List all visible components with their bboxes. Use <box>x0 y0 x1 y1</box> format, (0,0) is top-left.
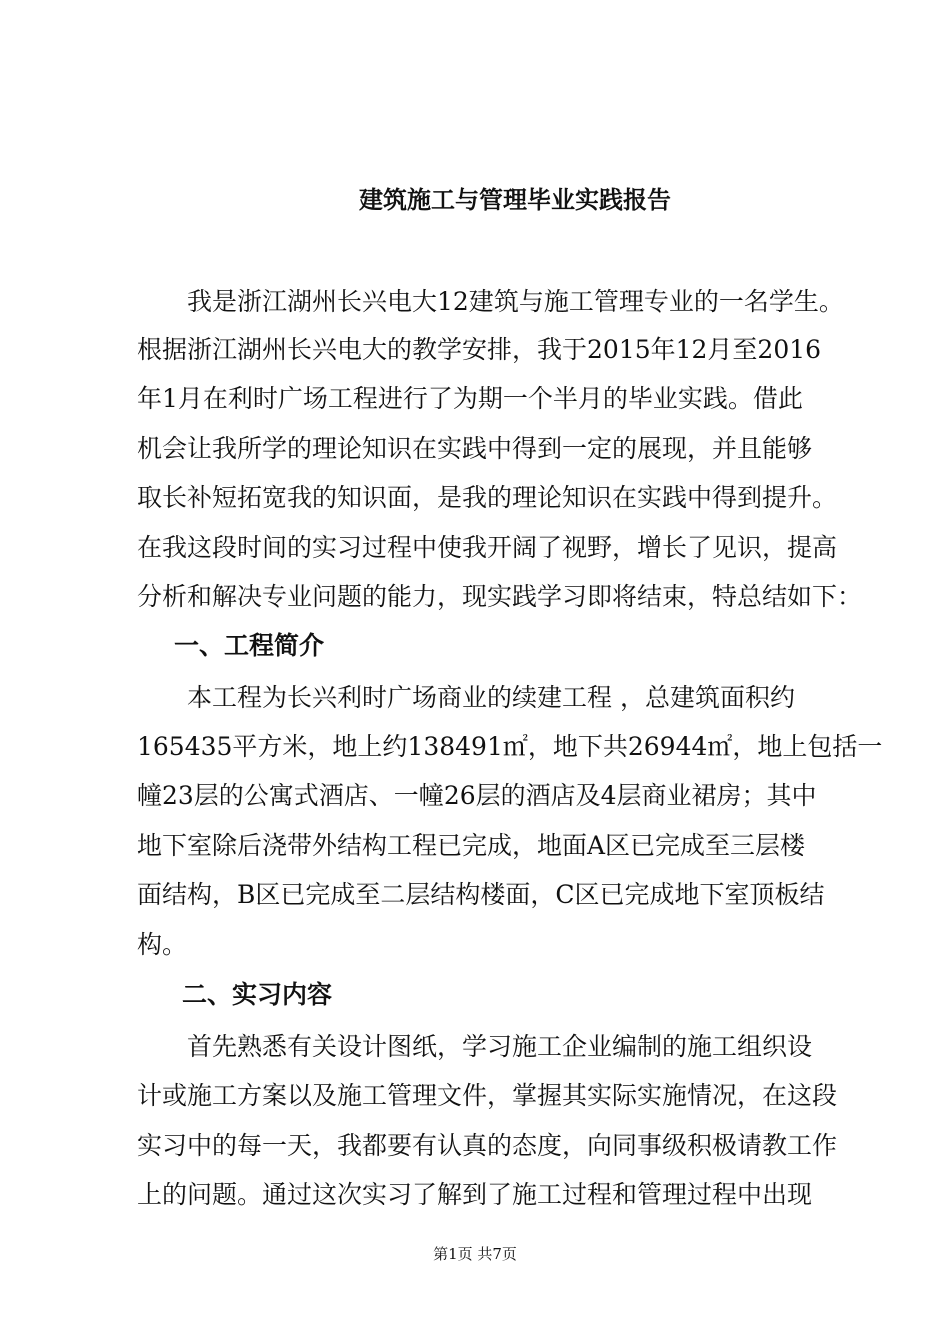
paragraph-line: 165435平方米，地上约138491㎡，地下共26944㎡，地上包括一 <box>137 732 883 761</box>
paragraph-line: 幢23层的公寓式酒店、一幢26层的酒店及4层商业裙房；其中 <box>137 781 817 810</box>
paragraph-line: 计或施工方案以及施工管理文件，掌握其实际实施情况，在这段 <box>137 1081 838 1110</box>
paragraph-line: 分析和解决专业问题的能力，现实践学习即将结束，特总结如下： <box>137 582 863 611</box>
paragraph-line: 机会让我所学的理论知识在实践中得到一定的展现，并且能够 <box>137 434 813 463</box>
paragraph-line: 根据浙江湖州长兴电大的教学安排，我于2015年12月至2016 <box>137 335 822 364</box>
paragraph-line: 面结构，B区已完成至二层结构楼面，C区已完成地下室顶板结 <box>137 880 825 909</box>
document-title: 建筑施工与管理毕业实践报告 <box>359 185 671 214</box>
paragraph-line: 上的问题。通过这次实习了解到了施工过程和管理过程中出现 <box>137 1180 813 1209</box>
paragraph-line: 构。 <box>137 930 188 959</box>
section-heading-project-overview: 一、工程简介 <box>174 631 325 660</box>
section-heading-internship-content: 二、实习内容 <box>182 980 333 1009</box>
paragraph-line: 本工程为长兴利时广场商业的续建工程 ，总建筑面积约 <box>187 683 795 712</box>
paragraph-line: 取长补短拓宽我的知识面，是我的理论知识在实践中得到提升。 <box>137 483 838 512</box>
paragraph-line: 首先熟悉有关设计图纸，学习施工企业编制的施工组织设 <box>187 1032 813 1061</box>
paragraph-line: 在我这段时间的实习过程中使我开阔了视野，增长了见识，提高 <box>137 533 838 562</box>
paragraph-line: 实习中的每一天，我都要有认真的态度，向同事级积极请教工作 <box>137 1131 838 1160</box>
paragraph-line: 年1月在利时广场工程进行了为期一个半月的毕业实践。借此 <box>137 384 803 413</box>
paragraph-line: 我是浙江湖州长兴电大12建筑与施工管理专业的一名学生。 <box>187 287 844 316</box>
page-number-footer: 第1页 共7页 <box>433 1245 517 1263</box>
paragraph-line: 地下室除后浇带外结构工程已完成，地面A区已完成至三层楼 <box>137 831 806 860</box>
